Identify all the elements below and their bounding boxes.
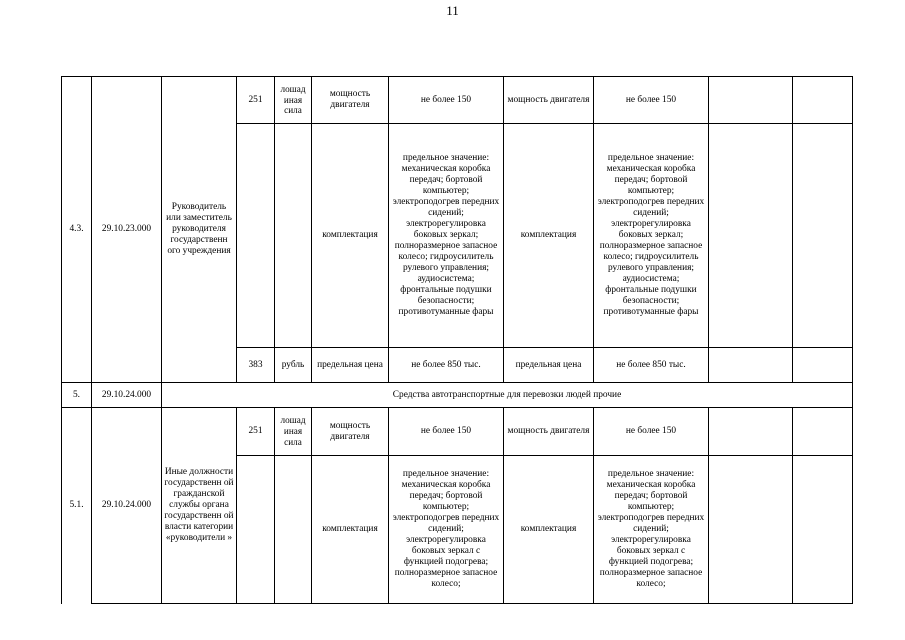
characteristic-value: предельное значение: механическая коробка передач; бортовой компьютер; электроподогрев передних сидений; электрорегулировка боковых зеркал с функцией подогрева; полноразмерное запасное колесо; (389, 456, 504, 604)
procurement-requirements-table (61, 76, 853, 604)
unit-name: лошад иная сила (275, 408, 312, 456)
empty-cell (793, 77, 853, 124)
characteristic-name-2: мощность двигателя (504, 77, 594, 124)
empty-cell (709, 348, 793, 383)
row-number: 4.3. (62, 77, 92, 383)
group-title: Средства автотранспортные для перевозки людей прочие (162, 383, 853, 408)
okpd-code: 29.10.23.000 (92, 77, 162, 383)
row-number: 5.1. (62, 408, 92, 604)
empty-cell (709, 456, 793, 604)
unit-code: 251 (237, 408, 275, 456)
characteristic-name: комплектация (312, 124, 389, 348)
unit-name: лошад иная сила (275, 77, 312, 124)
characteristic-value-2: не более 850 тыс. (594, 348, 709, 383)
row-number: 5. (62, 383, 92, 408)
empty-cell (709, 408, 793, 456)
unit-code: 383 (237, 348, 275, 383)
characteristic-name-2: предельная цена (504, 348, 594, 383)
characteristic-value-2: не более 150 (594, 408, 709, 456)
empty-cell (793, 456, 853, 604)
characteristic-name: комплектация (312, 456, 389, 604)
table-row (62, 408, 853, 456)
table-row (62, 383, 853, 408)
position-category: Руководитель или заместитель руководителя государственн ого учреждения (162, 77, 237, 383)
unit-code (237, 456, 275, 604)
table-row (62, 77, 853, 124)
unit-name (275, 456, 312, 604)
characteristic-name-2: комплектация (504, 124, 594, 348)
empty-cell (793, 348, 853, 383)
characteristic-name: мощность двигателя (312, 408, 389, 456)
empty-cell (793, 408, 853, 456)
unit-code (237, 124, 275, 348)
characteristic-name: мощность двигателя (312, 77, 389, 124)
unit-name (275, 124, 312, 348)
okpd-code: 29.10.24.000 (92, 408, 162, 604)
characteristic-value-2: предельное значение: механическая коробка передач; бортовой компьютер; электроподогрев передних сидений; электрорегулировка боковых зеркал; полноразмерное запасное колесо; гидроусилитель рулевого управления; аудиосистема; фронтальные подушки безопасности; противотуманные фары (594, 124, 709, 348)
characteristic-value-2: предельное значение: механическая коробка передач; бортовой компьютер; электроподогрев передних сидений; электрорегулировка боковых зеркал с функцией подогрева; полноразмерное запасное колесо; (594, 456, 709, 604)
characteristic-value: не более 850 тыс. (389, 348, 504, 383)
empty-cell (709, 124, 793, 348)
characteristic-name-2: комплектация (504, 456, 594, 604)
characteristic-value: не более 150 (389, 77, 504, 124)
characteristic-value: предельное значение: механическая коробка передач; бортовой компьютер; электроподогрев передних сидений; электрорегулировка боковых зеркал; полноразмерное запасное колесо; гидроусилитель рулевого управления; аудиосистема; фронтальные подушки безопасности; противотуманные фары (389, 124, 504, 348)
empty-cell (793, 124, 853, 348)
characteristic-name: предельная цена (312, 348, 389, 383)
position-category: Иные должности государственн ой гражданской службы органа государственн ой власти категории «руководители » (162, 408, 237, 604)
unit-name: рубль (275, 348, 312, 383)
okpd-code: 29.10.24.000 (92, 383, 162, 408)
unit-code: 251 (237, 77, 275, 124)
characteristic-value: не более 150 (389, 408, 504, 456)
empty-cell (709, 77, 793, 124)
characteristic-value-2: не более 150 (594, 77, 709, 124)
page-number: 11 (446, 3, 459, 18)
characteristic-name-2: мощность двигателя (504, 408, 594, 456)
